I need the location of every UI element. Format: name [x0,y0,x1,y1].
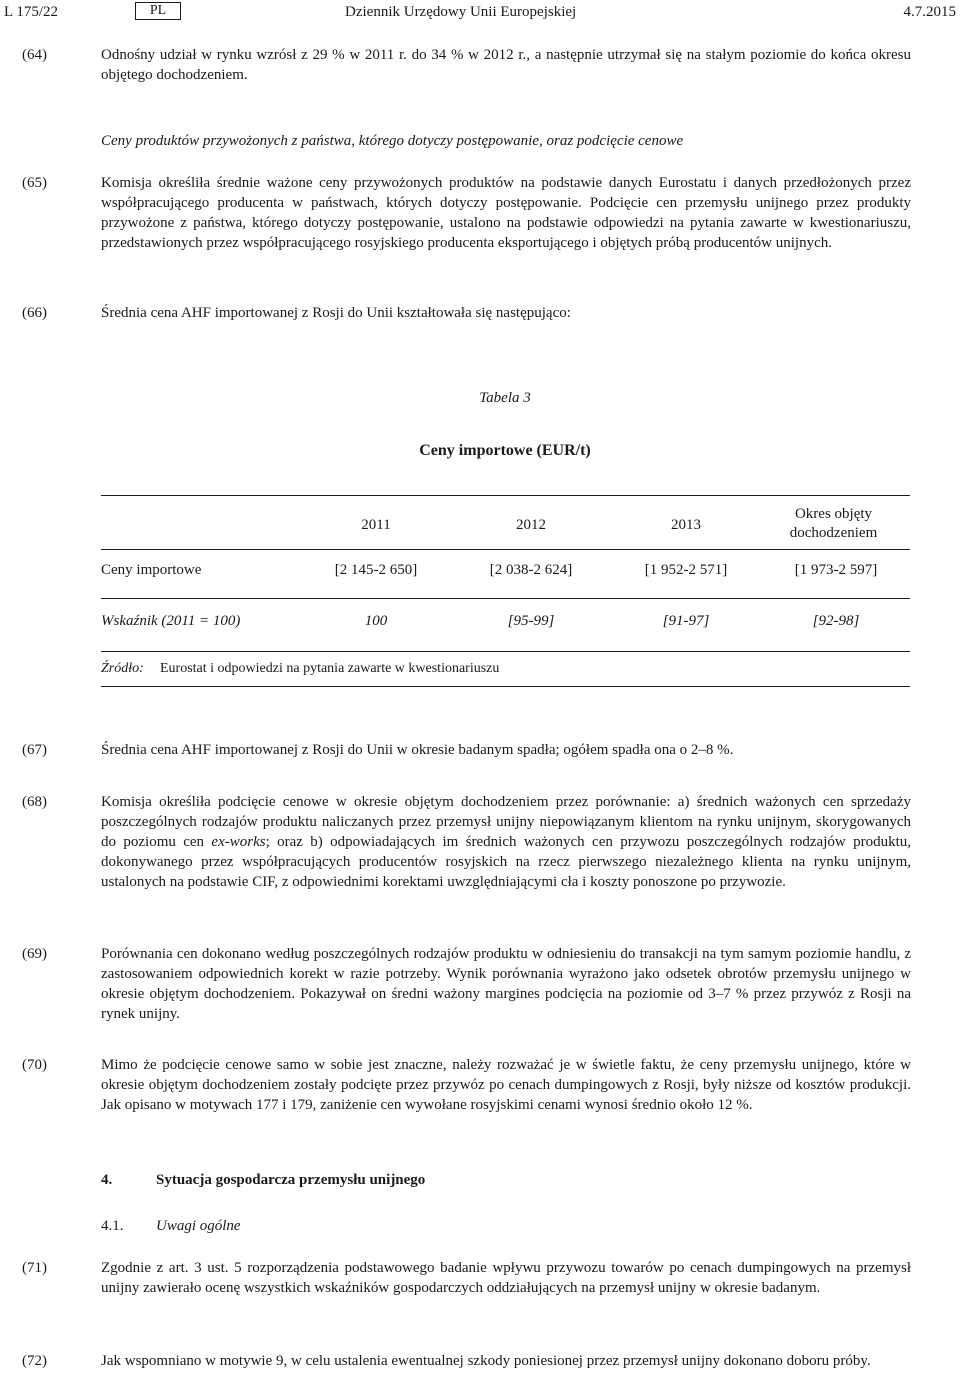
source-text: Eurostat i odpowiedzi na pytania zawarte w kwestionariuszu [160,661,500,676]
table-title: Ceny importowe (EUR/t) [419,442,591,459]
table-cell: [1 952-2 571] [644,562,728,578]
paragraph-text: Porównania cen dokonano według poszczególnych rodzajów produktu w odniesieniu do transakcji na tym samym poziomie handlu, z zastosowaniem odpowiednich korekt w razie potrzeby. Wynik porównania wyrażono jako odsetek obrotów przemysłu unijnego w okresie objętym dochodzeniem. Pokazywał on średni ważony margines podcięcia na poziomie od 3–7 % przez przywóz z Rosji na rynek unijny. [101,946,911,1022]
column-header: Okres objęty dochodzeniem [789,506,878,541]
text-run: Komisja określiła podcięcie cenowe w okresie objętym dochodzeniem przez porównanie: a) średnich ważonych cen sprzedaży poszczególnych rodzajów produktu naliczanych przez przemysł unijny niepowiązanym klientom na rynku unijnym, skorygowanych do poziomu cen [101,794,911,850]
paragraph-text: Średnia cena AHF importowanej z Rosji do Unii w okresie badanym spadła; ogółem spadła ona o 2–8 %. [101,742,734,758]
page-number: L 175/22 [4,4,59,20]
paragraph-number: (64) [22,47,47,63]
section-title: Uwagi ogólne [156,1218,241,1234]
journal-title: Dziennik Urzędowy Unii Europejskiej [345,4,577,20]
table-cell: [2 038-2 624] [489,562,573,578]
text-run-italic: ex-works [211,834,266,850]
publication-date: 4.7.2015 [903,4,956,20]
paragraph-number: (72) [22,1353,47,1369]
paragraph-text [101,792,911,892]
source-label: Źródło: [101,661,144,676]
paragraph-number: (65) [22,175,47,191]
subheading-import-prices: Ceny produktów przywożonych z państwa, którego dotyczy postępowanie, oraz podcięcie cenowe [101,133,684,149]
paragraph-text: Mimo że podcięcie cenowe samo w sobie jest znaczne, należy rozważać je w świetle faktu, że ceny przemysłu unijnego, które w okresie objętym dochodzeniem zostały podcięte przez przywóz po cenach dumpingowych z Rosji, były niższe od kosztów produkcji. Jak opisano w motywach 177 i 179, zaniżenie cen wywołane rosyjskimi cenami wynosi średnio około 12 %. [101,1057,911,1113]
section-title: Sytuacja gospodarcza przemysłu unijnego [156,1172,426,1188]
paragraph-text: Średnia cena AHF importowanej z Rosji do Unii kształtowała się następująco: [101,305,571,321]
paragraph-text: Jak wspomniano w motywie 9, w celu ustalenia ewentualnej szkody poniesionej przez przemysł unijny dokonano doboru próby. [101,1353,871,1369]
table-cell: [91-97] [662,613,710,629]
page-header [0,0,960,22]
row-label: Ceny importowe [101,562,202,578]
table-rule-row2 [101,651,910,652]
column-header: 2013 [671,517,701,533]
table-rule-top [101,495,910,496]
table-rule-row1 [101,598,910,599]
paragraph-number: (67) [22,742,47,758]
paragraph-number: (71) [22,1260,47,1276]
paragraph-text: Komisja określiła średnie ważone ceny przywożonych produktów na podstawie danych Eurostatu i danych przedłożonych przez współpracującego producenta w państwach, których dotyczy postępowanie. Podcięcie cen przemysłu unijnego przez produkty przywożone z państwa, którego dotyczy postępowanie, ustalono na podstawie odpowiedzi na pytania zawarte w kwestionariuszu, przedstawionych przez współpracującego rosyjskiego producenta eksportującego i objętych próbą producentów unijnych. [101,175,911,251]
column-header: 2012 [516,517,546,533]
row-label: Wskaźnik (2011 = 100) [101,613,241,629]
table-cell: [1 973-2 597] [794,562,878,578]
table-rule-bottom [101,686,910,687]
paragraph-number: (69) [22,946,47,962]
paragraph-text: Zgodnie z art. 3 ust. 5 rozporządzenia podstawowego badanie wpływu przywozu towarów po cenach dumpingowych na przemysł unijny zawierało ocenę wszystkich wskaźników gospodarczych oddziałujących na przemysł unijny w okresie badanym. [101,1260,911,1296]
section-number: 4. [101,1172,113,1188]
section-number: 4.1. [101,1218,124,1234]
table-cell: [95-99] [507,613,555,629]
paragraph-text: Odnośny udział w rynku wzrósł z 29 % w 2011 r. do 34 % w 2012 r., a następnie utrzymał się na stałym poziomie do końca okresu objętego dochodzeniem. [101,47,911,83]
text-run: ; oraz b) odpowiadających im średnich ważonych cen przywozu poszczególnych rodzajów produktu, dokonywanego przez współpracujących producentów rosyjskich na rzecz pierwszego niezależnego klienta na rynku unijnym, ustalonych na podstawie CIF, z odpowiednimi korektami uwzględniającymi cła i koszty ponoszone po przywozie. [101,834,911,890]
table-label: Tabela 3 [479,390,531,406]
paragraph-number: (70) [22,1057,47,1073]
column-header: 2011 [361,517,391,533]
table-rule-header [101,549,910,550]
language-badge: PL [135,2,181,20]
table-cell: [92-98] [812,613,860,629]
table-cell: 100 [364,613,388,629]
paragraph-number: (66) [22,305,47,321]
paragraph-number: (68) [22,794,47,810]
table-cell: [2 145-2 650] [334,562,418,578]
